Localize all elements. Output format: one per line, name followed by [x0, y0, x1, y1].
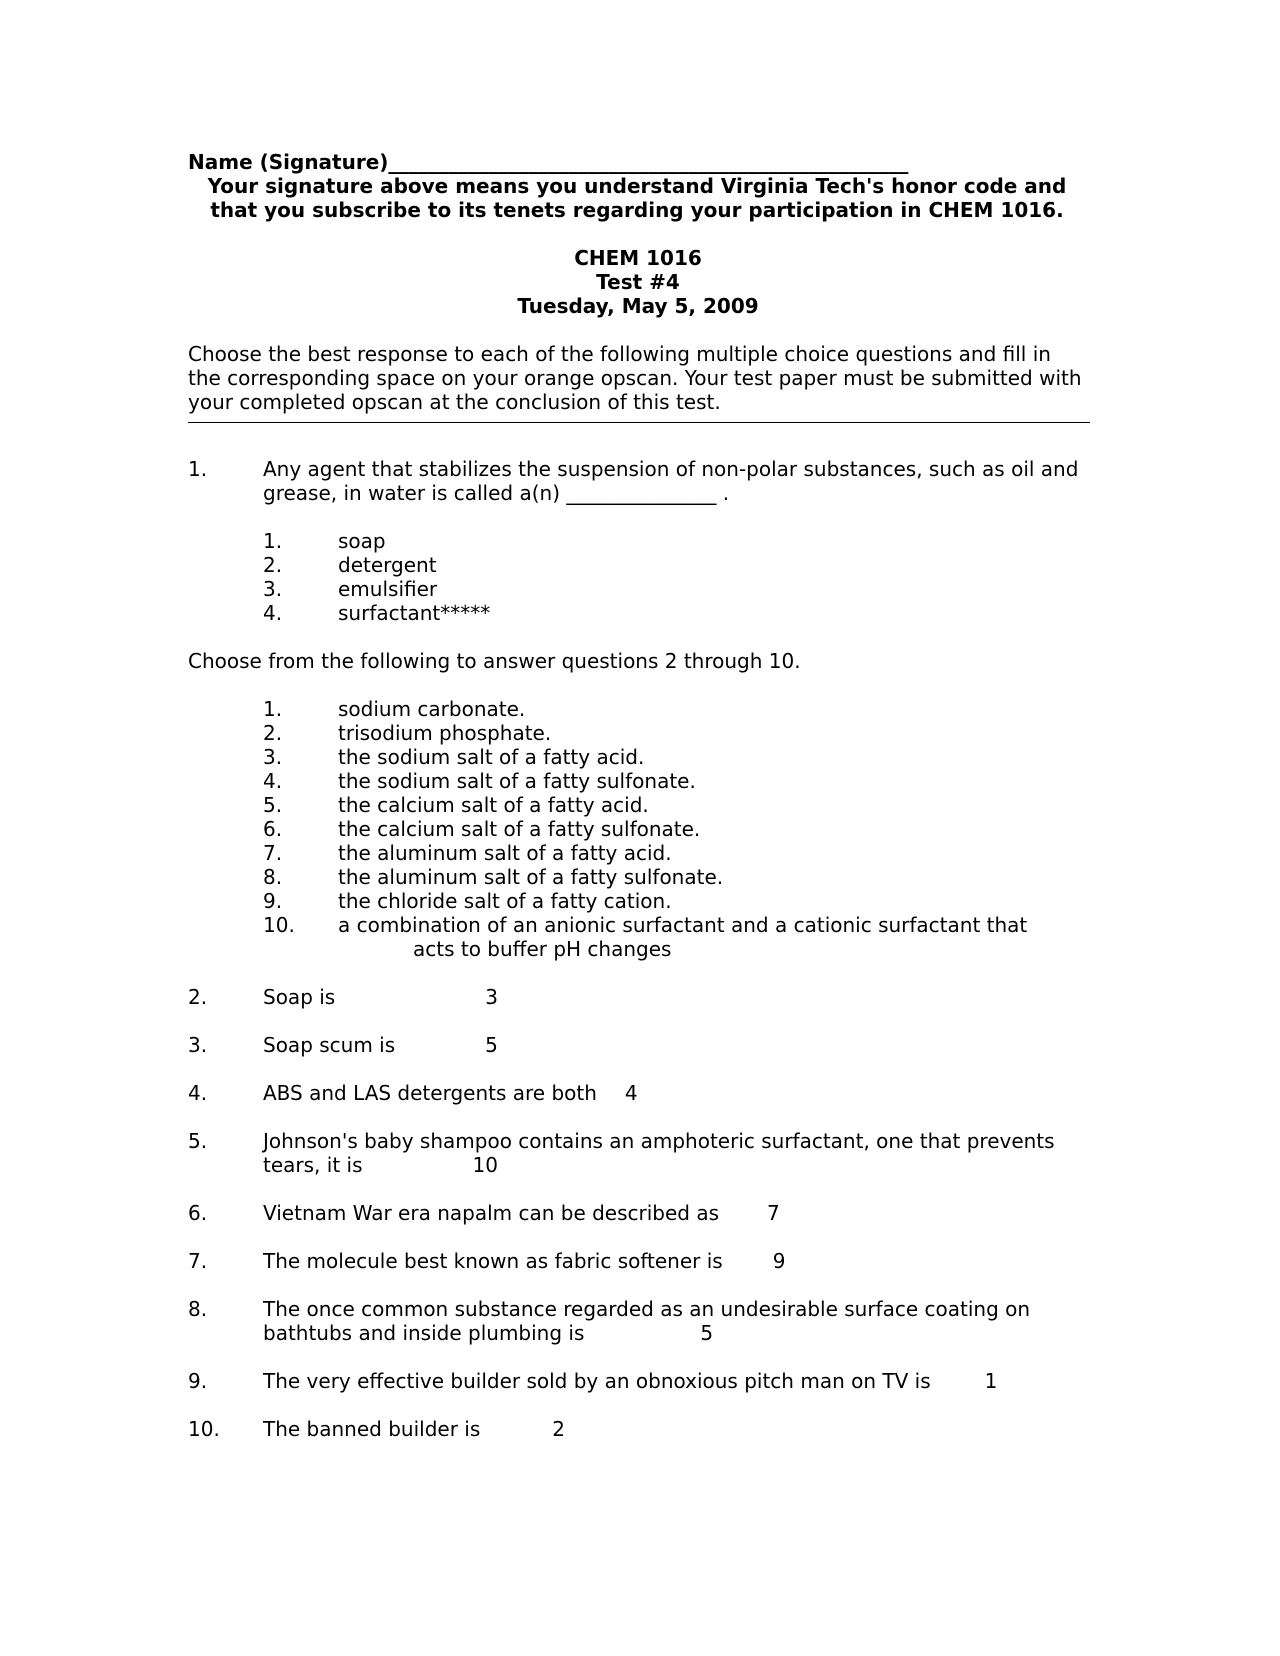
option-number: 2. [263, 721, 283, 745]
question-8 [188, 1297, 1088, 1345]
option-item [263, 793, 1088, 817]
question-number: 2. [188, 985, 208, 1009]
question-text: Vietnam War era napalm can be described as [263, 1201, 720, 1225]
option-item [263, 841, 1088, 865]
option-text: emulsifier [338, 577, 438, 601]
question-10 [188, 1417, 1088, 1441]
question-body [263, 1297, 1088, 1345]
written-answer: 5 [700, 1321, 714, 1345]
question-text: Johnson's baby shampoo contains an amphoteric surfactant, one that prevents tears, it is [263, 1129, 1055, 1177]
question-number: 8. [188, 1297, 208, 1321]
option-number: 8. [263, 865, 283, 889]
option-text: the sodium salt of a fatty sulfonate. [338, 769, 696, 793]
question-2 [188, 985, 1088, 1009]
signature-blank: ____________________________________________________ [388, 150, 909, 174]
option-text [338, 913, 1088, 961]
question-number: 7. [188, 1249, 208, 1273]
question-3 [188, 1033, 1088, 1057]
question-body [263, 985, 1088, 1009]
question-5 [188, 1129, 1088, 1177]
written-answer: 9 [772, 1249, 786, 1273]
question-body [263, 1417, 1088, 1441]
option-number: 1. [263, 697, 283, 721]
question-body [263, 1129, 1088, 1177]
divider [188, 422, 1090, 423]
option-text-line-2: acts to buffer pH changes [413, 937, 672, 961]
option-item [263, 865, 1088, 889]
option-item [263, 577, 1088, 601]
question-1-options [263, 529, 1088, 625]
written-answer: 10 [472, 1153, 498, 1177]
option-number: 4. [263, 769, 283, 793]
question-number: 4. [188, 1081, 208, 1105]
option-text: the sodium salt of a fatty acid. [338, 745, 645, 769]
question-text: Soap is [263, 985, 336, 1009]
option-number: 6. [263, 817, 283, 841]
signature-label: Name (Signature) [188, 150, 389, 174]
option-text: the aluminum salt of a fatty acid. [338, 841, 672, 865]
option-number: 3. [263, 577, 283, 601]
group-intro: Choose from the following to answer questions 2 through 10. [188, 649, 801, 673]
test-page [188, 150, 1088, 1441]
option-text-line-1: a combination of an anionic surfactant and a cationic surfactant that [338, 913, 1028, 937]
option-item [263, 745, 1088, 769]
option-item [263, 913, 1088, 961]
question-body [263, 1249, 1088, 1273]
test-title: Test #4 [596, 270, 680, 294]
question-number: 9. [188, 1369, 208, 1393]
question-number: 5. [188, 1129, 208, 1153]
option-number: 4. [263, 601, 283, 625]
option-item [263, 817, 1088, 841]
question-number: 10. [188, 1417, 220, 1441]
question-number: 6. [188, 1201, 208, 1225]
question-text: ABS and LAS detergents are both [263, 1081, 597, 1105]
option-text: the calcium salt of a fatty acid. [338, 793, 649, 817]
option-item [263, 769, 1088, 793]
honor-line-2: that you subscribe to its tenets regarding your participation in CHEM 1016. [210, 198, 1064, 222]
option-text: the aluminum salt of a fatty sulfonate. [338, 865, 724, 889]
option-item [263, 553, 1088, 577]
question-text: The banned builder is [263, 1417, 481, 1441]
option-number: 2. [263, 553, 283, 577]
instructions: Choose the best response to each of the following multiple choice questions and fill in the corresponding space on your orange opscan. Your test paper must be submitted with your completed opscan at the conclusion of this test. [188, 342, 1082, 414]
question-text: Any agent that stabilizes the suspension of non-polar substances, such as oil and grease, in water is called a(n) _______________ . [263, 457, 1079, 505]
question-number: 1. [188, 457, 208, 481]
question-text: The molecule best known as fabric softener is [263, 1249, 723, 1273]
test-date: Tuesday, May 5, 2009 [517, 294, 759, 318]
option-item [263, 601, 1088, 625]
question-number: 3. [188, 1033, 208, 1057]
option-text: soap [338, 529, 386, 553]
question-6 [188, 1201, 1088, 1225]
option-text: detergent [338, 553, 437, 577]
written-answer: 3 [485, 985, 498, 1009]
question-body [263, 1201, 1088, 1225]
option-text: the chloride salt of a fatty cation. [338, 889, 672, 913]
question-9 [188, 1369, 1088, 1393]
option-item [263, 889, 1088, 913]
written-answer: 5 [485, 1033, 498, 1057]
option-item [263, 529, 1088, 553]
written-answer: 7 [767, 1201, 780, 1225]
question-text: The very effective builder sold by an obnoxious pitch man on TV is [263, 1369, 931, 1393]
signature-line [188, 150, 1088, 174]
group-options [263, 697, 1088, 961]
option-text: the calcium salt of a fatty sulfonate. [338, 817, 701, 841]
option-number: 1. [263, 529, 283, 553]
question-text: Soap scum is [263, 1033, 396, 1057]
written-answer: 1 [984, 1369, 998, 1393]
course-title: CHEM 1016 [574, 246, 702, 270]
option-text: sodium carbonate. [338, 697, 526, 721]
option-number: 3. [263, 745, 283, 769]
honor-statement [186, 174, 1088, 222]
option-item [263, 721, 1088, 745]
question-1 [188, 457, 1088, 505]
question-body [263, 1369, 1088, 1393]
option-number: 9. [263, 889, 283, 913]
option-text: trisodium phosphate. [338, 721, 552, 745]
question-4 [188, 1081, 1088, 1105]
question-body [263, 1081, 1088, 1105]
question-body [263, 1033, 1088, 1057]
option-number: 10. [263, 913, 295, 937]
question-text: The once common substance regarded as an undesirable surface coating on bathtubs and inside plumbing is [263, 1297, 1031, 1345]
title-block [188, 246, 1088, 318]
option-text: surfactant***** [338, 601, 491, 625]
honor-line-1: Your signature above means you understand Virginia Tech's honor code and [207, 174, 1067, 198]
option-number: 5. [263, 793, 283, 817]
option-number: 7. [263, 841, 283, 865]
written-answer: 2 [552, 1417, 565, 1441]
question-7 [188, 1249, 1088, 1273]
written-answer: 4 [624, 1081, 638, 1105]
option-item [263, 697, 1088, 721]
